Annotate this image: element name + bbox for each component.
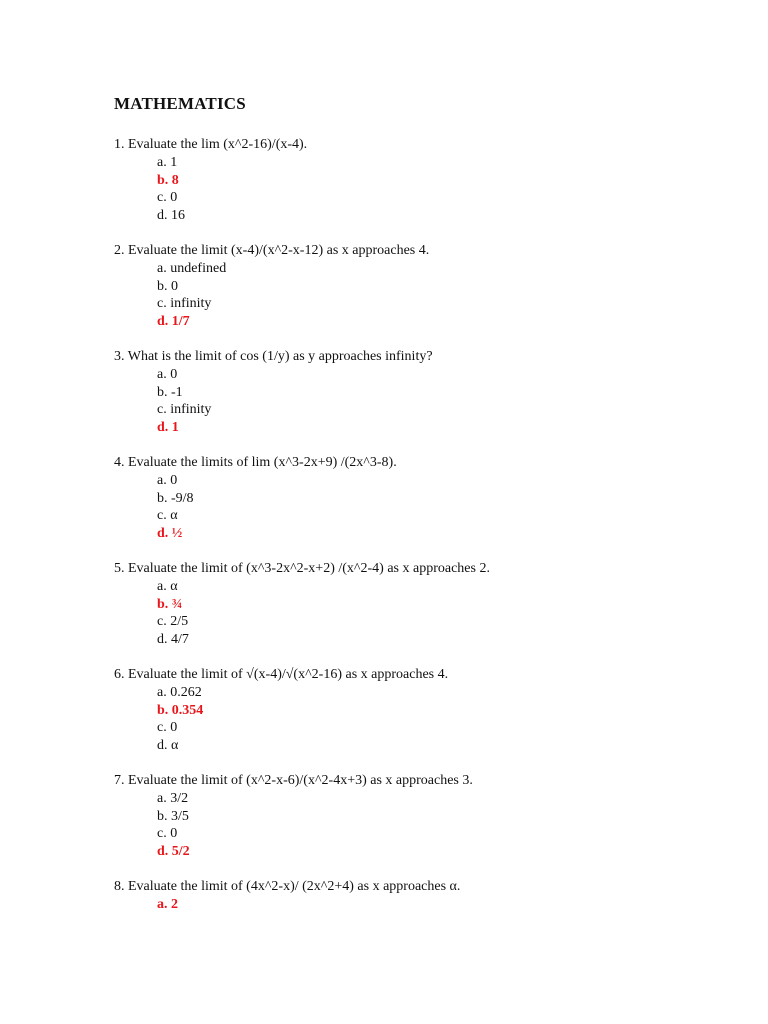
document-page: [114, 94, 714, 930]
answer-option: c. infinity: [157, 402, 212, 418]
answer-option: a. undefined: [157, 260, 227, 276]
question-text: 2. Evaluate the limit (x-4)/(x^2-x-12) as x approaches 4.: [114, 242, 430, 258]
question-6: [114, 666, 714, 755]
question-3: [114, 348, 714, 437]
option-list: [114, 472, 714, 543]
answer-option: b. 0: [157, 278, 178, 294]
answer-option: a. 0: [157, 366, 178, 382]
page-title: MATHEMATICS: [114, 94, 246, 113]
question-1: [114, 136, 714, 225]
question-2: [114, 242, 714, 331]
answer-option: a. 3/2: [157, 790, 189, 806]
question-text: 6. Evaluate the limit of √(x-4)/√(x^2-16) as x approaches 4.: [114, 666, 449, 682]
option-list: [114, 896, 714, 914]
question-text: 5. Evaluate the limit of (x^3-2x^2-x+2) /(x^2-4) as x approaches 2.: [114, 560, 490, 576]
answer-option: c. 0: [157, 190, 178, 206]
question-text: 1. Evaluate the lim (x^2-16)/(x-4).: [114, 137, 308, 152]
question-4: [114, 454, 714, 543]
correct-answer-option: d. 1: [157, 420, 179, 436]
question-text: 3. What is the limit of cos (1/y) as y approaches infinity?: [114, 348, 433, 364]
answer-option: b. -1: [157, 384, 183, 400]
option-list: [114, 366, 714, 437]
answer-option: a. 0.262: [157, 684, 202, 700]
question-7: [114, 772, 714, 861]
correct-answer-option: d. ½: [157, 526, 183, 542]
answer-option: c. 0: [157, 720, 178, 736]
correct-answer-option: b. ¾: [157, 596, 183, 612]
correct-answer-option: b. 0.354: [157, 702, 204, 718]
answer-option: d. 4/7: [157, 632, 189, 648]
option-list: [114, 684, 714, 755]
question-text: 7. Evaluate the limit of (x^2-x-6)/(x^2-4x+3) as x approaches 3.: [114, 772, 473, 788]
answer-option: c. infinity: [157, 296, 212, 312]
question-list: [114, 136, 714, 913]
answer-option: c. 0: [157, 826, 178, 842]
option-list: [114, 578, 714, 649]
answer-option: a. 0: [157, 472, 178, 488]
answer-option: c. α: [157, 508, 178, 524]
correct-answer-option: a. 2: [157, 896, 178, 912]
answer-option: b. 3/5: [157, 808, 189, 824]
question-text: 4. Evaluate the limits of lim (x^3-2x+9) /(2x^3-8).: [114, 454, 397, 470]
answer-option: a. 1: [157, 154, 178, 170]
question-text: 8. Evaluate the limit of (4x^2-x)/ (2x^2+4) as x approaches α.: [114, 878, 461, 894]
correct-answer-option: d. 1/7: [157, 314, 190, 330]
answer-option: b. -9/8: [157, 490, 194, 506]
correct-answer-option: d. 5/2: [157, 844, 190, 860]
correct-answer-option: b. 8: [157, 172, 179, 188]
option-list: [114, 154, 714, 225]
answer-option: d. α: [157, 738, 179, 754]
option-list: [114, 790, 714, 861]
question-8: [114, 878, 714, 914]
option-list: [114, 260, 714, 331]
question-5: [114, 560, 714, 649]
answer-option: c. 2/5: [157, 614, 189, 630]
answer-option: d. 16: [157, 208, 185, 224]
answer-option: a. α: [157, 578, 178, 594]
